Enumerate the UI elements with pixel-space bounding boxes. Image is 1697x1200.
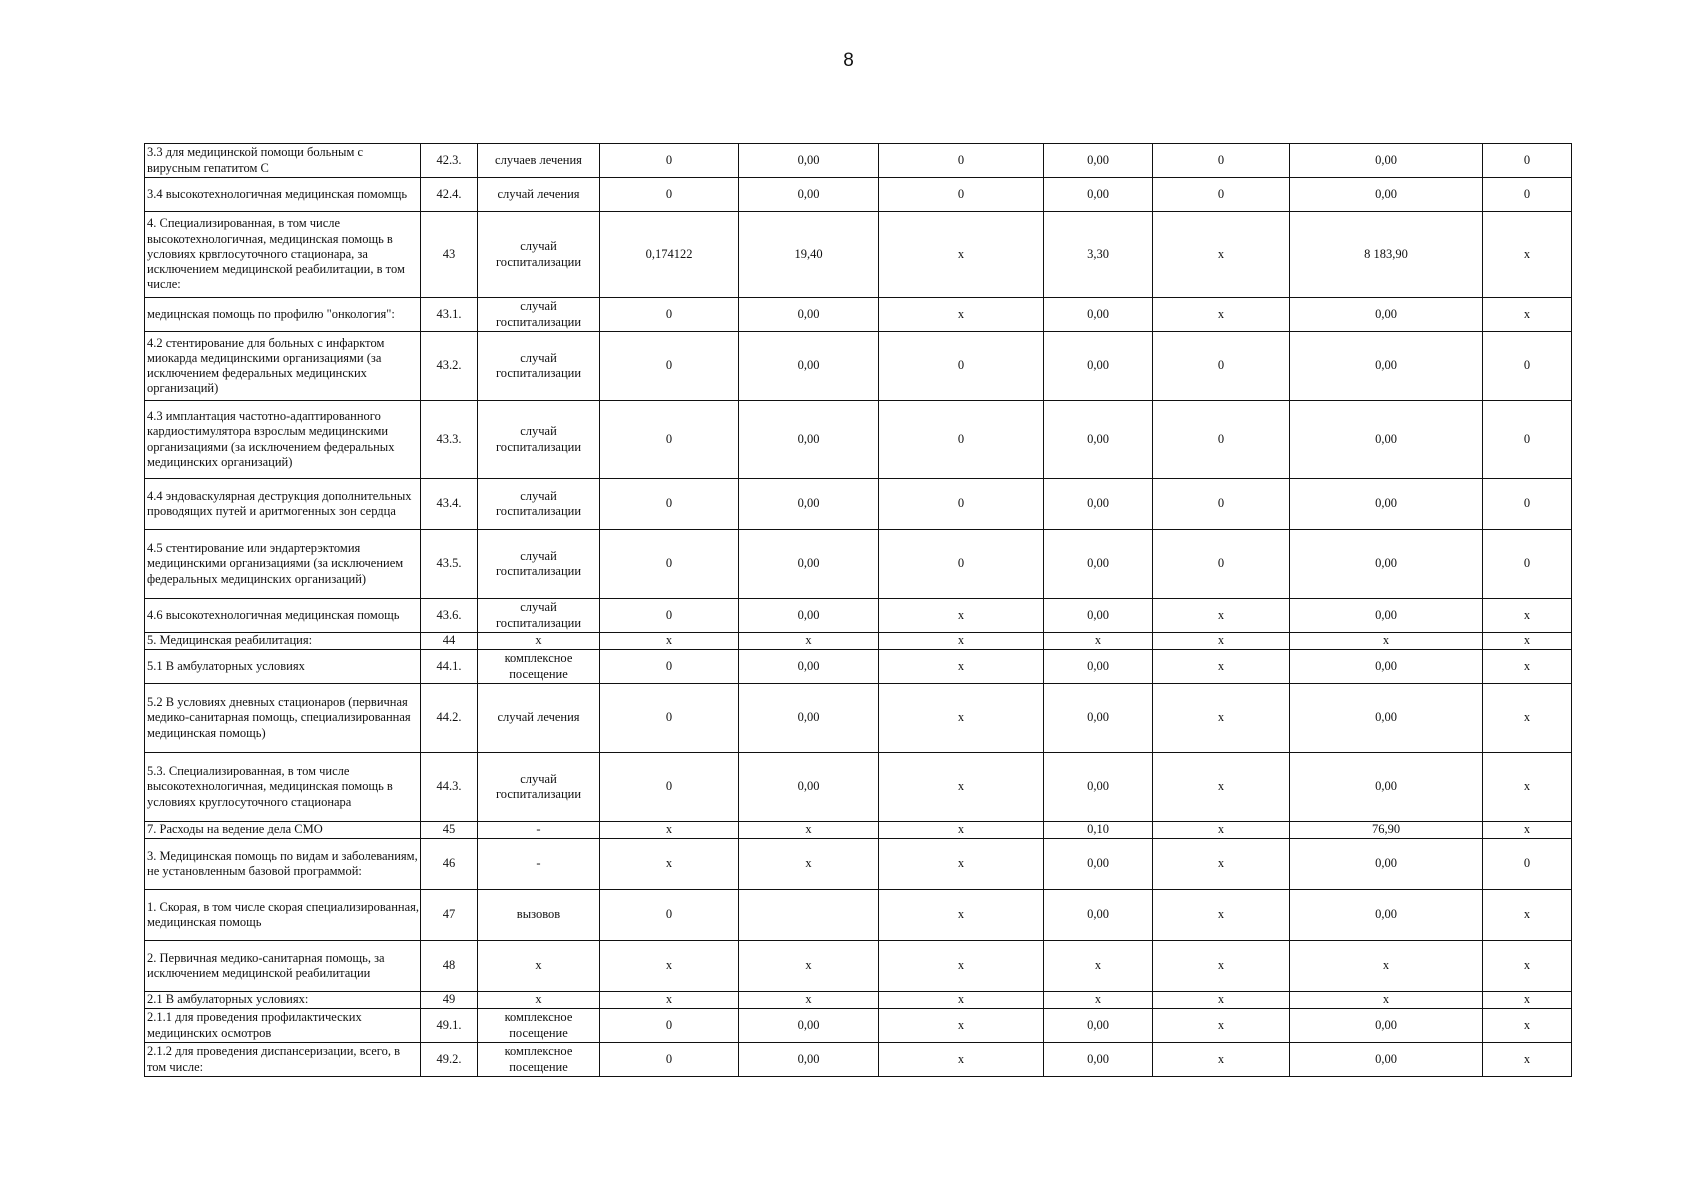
row-col6-cell: х: [879, 1009, 1044, 1043]
table-row: [145, 753, 1572, 822]
row-col7-cell: 0,10: [1044, 822, 1153, 839]
table-row: [145, 401, 1572, 479]
row-code-cell: 43.3.: [421, 401, 478, 479]
row-col10-cell: 0: [1483, 332, 1572, 401]
row-col9-cell: 0,00: [1290, 144, 1483, 178]
row-col8-cell: 0: [1153, 401, 1290, 479]
row-col5-cell: 0,00: [739, 684, 879, 753]
row-code-cell: 44.2.: [421, 684, 478, 753]
table-row: [145, 684, 1572, 753]
row-name-cell: медицнская помощь по профилю "онкология":: [145, 298, 421, 332]
row-col9-cell: 0,00: [1290, 1009, 1483, 1043]
row-col4-cell: х: [600, 941, 739, 992]
row-col8-cell: 0: [1153, 178, 1290, 212]
row-col4-cell: 0: [600, 1043, 739, 1077]
table-row: [145, 890, 1572, 941]
row-col5-cell: 0,00: [739, 332, 879, 401]
table-row: [145, 599, 1572, 633]
row-col8-cell: 0: [1153, 332, 1290, 401]
row-col6-cell: х: [879, 650, 1044, 684]
row-col8-cell: х: [1153, 298, 1290, 332]
row-col9-cell: 0,00: [1290, 298, 1483, 332]
row-unit-cell: случай лечения: [478, 178, 600, 212]
row-col10-cell: х: [1483, 941, 1572, 992]
row-code-cell: 43.5.: [421, 530, 478, 599]
row-col9-cell: 0,00: [1290, 599, 1483, 633]
table-row: [145, 332, 1572, 401]
row-code-cell: 49: [421, 992, 478, 1009]
row-col8-cell: х: [1153, 753, 1290, 822]
row-col6-cell: х: [879, 839, 1044, 890]
row-name-cell: 7. Расходы на ведение дела СМО: [145, 822, 421, 839]
row-code-cell: 47: [421, 890, 478, 941]
row-col5-cell: х: [739, 839, 879, 890]
row-code-cell: 44.3.: [421, 753, 478, 822]
table-row: [145, 298, 1572, 332]
row-col6-cell: х: [879, 941, 1044, 992]
row-col5-cell: 0,00: [739, 178, 879, 212]
row-code-cell: 48: [421, 941, 478, 992]
table-row: [145, 530, 1572, 599]
row-col8-cell: 0: [1153, 479, 1290, 530]
row-name-cell: 5.1 В амбулаторных условиях: [145, 650, 421, 684]
row-code-cell: 46: [421, 839, 478, 890]
row-unit-cell: случай госпитализации: [478, 753, 600, 822]
row-col10-cell: х: [1483, 599, 1572, 633]
row-unit-cell: случай госпитализации: [478, 332, 600, 401]
row-unit-cell: случай лечения: [478, 684, 600, 753]
table-row: [145, 1009, 1572, 1043]
row-col9-cell: х: [1290, 633, 1483, 650]
row-col9-cell: 0,00: [1290, 530, 1483, 599]
table-row: [145, 212, 1572, 298]
row-col10-cell: 0: [1483, 178, 1572, 212]
row-code-cell: 49.1.: [421, 1009, 478, 1043]
row-col4-cell: х: [600, 822, 739, 839]
row-col4-cell: 0: [600, 599, 739, 633]
row-col9-cell: 0,00: [1290, 178, 1483, 212]
row-name-cell: 4. Специализированная, в том числе высокотехнологичная, медицинская помощь в условиях крвглосуточного стационара, за исключением медицинской реабилитации, в том числе:: [145, 212, 421, 298]
row-col5-cell: [739, 890, 879, 941]
row-col4-cell: 0: [600, 144, 739, 178]
row-col7-cell: 0,00: [1044, 1043, 1153, 1077]
row-col7-cell: 0,00: [1044, 1009, 1153, 1043]
row-name-cell: 2.1.2 для проведения диспансеризации, всего, в том числе:: [145, 1043, 421, 1077]
row-col6-cell: х: [879, 992, 1044, 1009]
row-unit-cell: случай госпитализации: [478, 298, 600, 332]
row-col7-cell: 0,00: [1044, 332, 1153, 401]
row-code-cell: 43: [421, 212, 478, 298]
row-col4-cell: 0: [600, 684, 739, 753]
row-col7-cell: 0,00: [1044, 530, 1153, 599]
row-col9-cell: х: [1290, 992, 1483, 1009]
table-row: [145, 178, 1572, 212]
row-col10-cell: х: [1483, 633, 1572, 650]
row-name-cell: 5.2 В условиях дневных стационаров (первичная медико-санитарная помощь, специализированная медицинская помощь): [145, 684, 421, 753]
row-col10-cell: х: [1483, 1043, 1572, 1077]
row-col9-cell: 8 183,90: [1290, 212, 1483, 298]
row-col10-cell: х: [1483, 753, 1572, 822]
row-col5-cell: 0,00: [739, 298, 879, 332]
row-name-cell: 4.4 эндоваскулярная деструкция дополнительных проводящих путей и аритмогенных зон сердца: [145, 479, 421, 530]
row-name-cell: 4.2 стентирование для больных с инфарктом миокарда медицинскими организациями (за исключением федеральных медицинских организаций): [145, 332, 421, 401]
row-col5-cell: х: [739, 941, 879, 992]
row-col5-cell: х: [739, 992, 879, 1009]
row-col8-cell: х: [1153, 822, 1290, 839]
row-col9-cell: х: [1290, 941, 1483, 992]
table-row: [145, 839, 1572, 890]
row-col5-cell: 0,00: [739, 144, 879, 178]
row-unit-cell: комплексное посещение: [478, 1043, 600, 1077]
row-col8-cell: х: [1153, 1043, 1290, 1077]
row-unit-cell: случай госпитализации: [478, 599, 600, 633]
row-unit-cell: случай госпитализации: [478, 479, 600, 530]
row-col4-cell: х: [600, 633, 739, 650]
row-col10-cell: 0: [1483, 479, 1572, 530]
table-row: [145, 650, 1572, 684]
row-col9-cell: 0,00: [1290, 684, 1483, 753]
data-table: [144, 143, 1572, 1077]
row-name-cell: 5. Медицинская реабилитация:: [145, 633, 421, 650]
row-col10-cell: х: [1483, 684, 1572, 753]
row-unit-cell: вызовов: [478, 890, 600, 941]
row-col4-cell: 0: [600, 530, 739, 599]
row-code-cell: 43.4.: [421, 479, 478, 530]
row-unit-cell: х: [478, 633, 600, 650]
row-col9-cell: 0,00: [1290, 890, 1483, 941]
row-col8-cell: х: [1153, 633, 1290, 650]
row-col6-cell: х: [879, 1043, 1044, 1077]
row-name-cell: 2.1 В амбулаторных условиях:: [145, 992, 421, 1009]
row-col7-cell: 0,00: [1044, 178, 1153, 212]
row-name-cell: 1. Скорая, в том числе скорая специализированная, медицинская помощь: [145, 890, 421, 941]
row-col9-cell: 0,00: [1290, 839, 1483, 890]
row-col7-cell: 0,00: [1044, 839, 1153, 890]
row-unit-cell: случай госпитализации: [478, 401, 600, 479]
row-col5-cell: 0,00: [739, 1009, 879, 1043]
row-col8-cell: х: [1153, 890, 1290, 941]
row-col9-cell: 0,00: [1290, 479, 1483, 530]
row-code-cell: 49.2.: [421, 1043, 478, 1077]
row-col5-cell: 0,00: [739, 650, 879, 684]
row-col8-cell: х: [1153, 992, 1290, 1009]
row-col5-cell: 0,00: [739, 753, 879, 822]
row-unit-cell: комплексное посещение: [478, 650, 600, 684]
row-col7-cell: 0,00: [1044, 753, 1153, 822]
row-col5-cell: х: [739, 822, 879, 839]
row-col6-cell: х: [879, 212, 1044, 298]
page-number: 8: [843, 50, 854, 71]
row-name-cell: 3.4 высокотехнологичная медицинская помомщь: [145, 178, 421, 212]
row-col6-cell: 0: [879, 178, 1044, 212]
row-col6-cell: х: [879, 822, 1044, 839]
row-unit-cell: случай госпитализации: [478, 530, 600, 599]
table-row: [145, 941, 1572, 992]
row-col9-cell: 0,00: [1290, 1043, 1483, 1077]
row-col6-cell: 0: [879, 479, 1044, 530]
row-unit-cell: х: [478, 941, 600, 992]
row-col7-cell: 0,00: [1044, 479, 1153, 530]
row-col10-cell: 0: [1483, 530, 1572, 599]
table-row: [145, 992, 1572, 1009]
row-name-cell: 2.1.1 для проведения профилактических медицинских осмотров: [145, 1009, 421, 1043]
row-col8-cell: х: [1153, 212, 1290, 298]
row-col10-cell: х: [1483, 212, 1572, 298]
row-col9-cell: 0,00: [1290, 332, 1483, 401]
row-col4-cell: 0: [600, 890, 739, 941]
row-code-cell: 44.1.: [421, 650, 478, 684]
row-col5-cell: х: [739, 633, 879, 650]
row-unit-cell: -: [478, 822, 600, 839]
table-row: [145, 479, 1572, 530]
row-col6-cell: 0: [879, 332, 1044, 401]
row-col6-cell: х: [879, 753, 1044, 822]
row-col7-cell: 3,30: [1044, 212, 1153, 298]
row-col4-cell: 0: [600, 479, 739, 530]
row-col7-cell: 0,00: [1044, 650, 1153, 684]
row-col8-cell: х: [1153, 684, 1290, 753]
row-name-cell: 3. Медицинская помощь по видам и заболеваниям, не установленным базовой программой:: [145, 839, 421, 890]
row-col6-cell: х: [879, 298, 1044, 332]
row-col6-cell: х: [879, 599, 1044, 633]
table-row: [145, 822, 1572, 839]
row-unit-cell: случаев лечения: [478, 144, 600, 178]
row-name-cell: 2. Первичная медико-санитарная помощь, за исключением медицинской реабилитации: [145, 941, 421, 992]
row-col7-cell: х: [1044, 992, 1153, 1009]
row-col6-cell: х: [879, 684, 1044, 753]
row-col9-cell: 0,00: [1290, 650, 1483, 684]
row-col6-cell: х: [879, 633, 1044, 650]
row-code-cell: 42.3.: [421, 144, 478, 178]
row-col4-cell: 0: [600, 332, 739, 401]
row-col10-cell: х: [1483, 992, 1572, 1009]
row-col8-cell: 0: [1153, 530, 1290, 599]
row-col6-cell: х: [879, 890, 1044, 941]
row-unit-cell: х: [478, 992, 600, 1009]
row-name-cell: 4.6 высокотехнологичная медицинская помощь: [145, 599, 421, 633]
row-col7-cell: 0,00: [1044, 298, 1153, 332]
row-col5-cell: 0,00: [739, 599, 879, 633]
row-code-cell: 45: [421, 822, 478, 839]
row-col4-cell: 0: [600, 298, 739, 332]
row-col8-cell: х: [1153, 839, 1290, 890]
row-col5-cell: 0,00: [739, 1043, 879, 1077]
row-name-cell: 5.3. Специализированная, в том числе высокотехнологичная, медицинская помощь в условиях круглосуточного стационара: [145, 753, 421, 822]
table-row: [145, 633, 1572, 650]
row-col7-cell: 0,00: [1044, 684, 1153, 753]
row-col9-cell: 0,00: [1290, 401, 1483, 479]
row-col10-cell: х: [1483, 822, 1572, 839]
row-unit-cell: комплексное посещение: [478, 1009, 600, 1043]
row-col7-cell: 0,00: [1044, 890, 1153, 941]
row-col5-cell: 19,40: [739, 212, 879, 298]
row-code-cell: 43.1.: [421, 298, 478, 332]
row-col8-cell: х: [1153, 599, 1290, 633]
table-row: [145, 1043, 1572, 1077]
row-col8-cell: х: [1153, 1009, 1290, 1043]
row-code-cell: 43.6.: [421, 599, 478, 633]
row-col10-cell: 0: [1483, 839, 1572, 890]
row-col10-cell: 0: [1483, 144, 1572, 178]
row-col10-cell: х: [1483, 1009, 1572, 1043]
row-col4-cell: 0: [600, 178, 739, 212]
row-col4-cell: х: [600, 839, 739, 890]
row-col7-cell: х: [1044, 941, 1153, 992]
row-col7-cell: 0,00: [1044, 144, 1153, 178]
table-row: [145, 144, 1572, 178]
row-col4-cell: 0,174122: [600, 212, 739, 298]
row-col10-cell: х: [1483, 298, 1572, 332]
row-col10-cell: 0: [1483, 401, 1572, 479]
row-col6-cell: 0: [879, 144, 1044, 178]
row-unit-cell: случай госпитализации: [478, 212, 600, 298]
row-name-cell: 3.3 для медицинской помощи больным с вирусным гепатитом С: [145, 144, 421, 178]
row-col7-cell: х: [1044, 633, 1153, 650]
row-col5-cell: 0,00: [739, 401, 879, 479]
row-col4-cell: 0: [600, 650, 739, 684]
row-col5-cell: 0,00: [739, 479, 879, 530]
row-col4-cell: х: [600, 992, 739, 1009]
row-col4-cell: 0: [600, 753, 739, 822]
row-name-cell: 4.5 стентирование или эндартерэктомия медицинскими организациями (за исключением федеральных медицинских организаций): [145, 530, 421, 599]
row-col10-cell: х: [1483, 650, 1572, 684]
row-col10-cell: х: [1483, 890, 1572, 941]
row-code-cell: 44: [421, 633, 478, 650]
row-col6-cell: 0: [879, 530, 1044, 599]
row-col7-cell: 0,00: [1044, 401, 1153, 479]
row-col4-cell: 0: [600, 401, 739, 479]
row-col9-cell: 76,90: [1290, 822, 1483, 839]
row-col5-cell: 0,00: [739, 530, 879, 599]
row-col7-cell: 0,00: [1044, 599, 1153, 633]
row-name-cell: 4.3 имплантация частотно-адаптированного кардиостимулятора взрослым медицинскими организациями (за исключением федеральных медицинских организаций): [145, 401, 421, 479]
row-code-cell: 43.2.: [421, 332, 478, 401]
row-col8-cell: х: [1153, 941, 1290, 992]
row-unit-cell: -: [478, 839, 600, 890]
row-col9-cell: 0,00: [1290, 753, 1483, 822]
row-col4-cell: 0: [600, 1009, 739, 1043]
row-col8-cell: 0: [1153, 144, 1290, 178]
row-col6-cell: 0: [879, 401, 1044, 479]
row-col8-cell: х: [1153, 650, 1290, 684]
table-body: [145, 144, 1572, 1077]
row-code-cell: 42.4.: [421, 178, 478, 212]
